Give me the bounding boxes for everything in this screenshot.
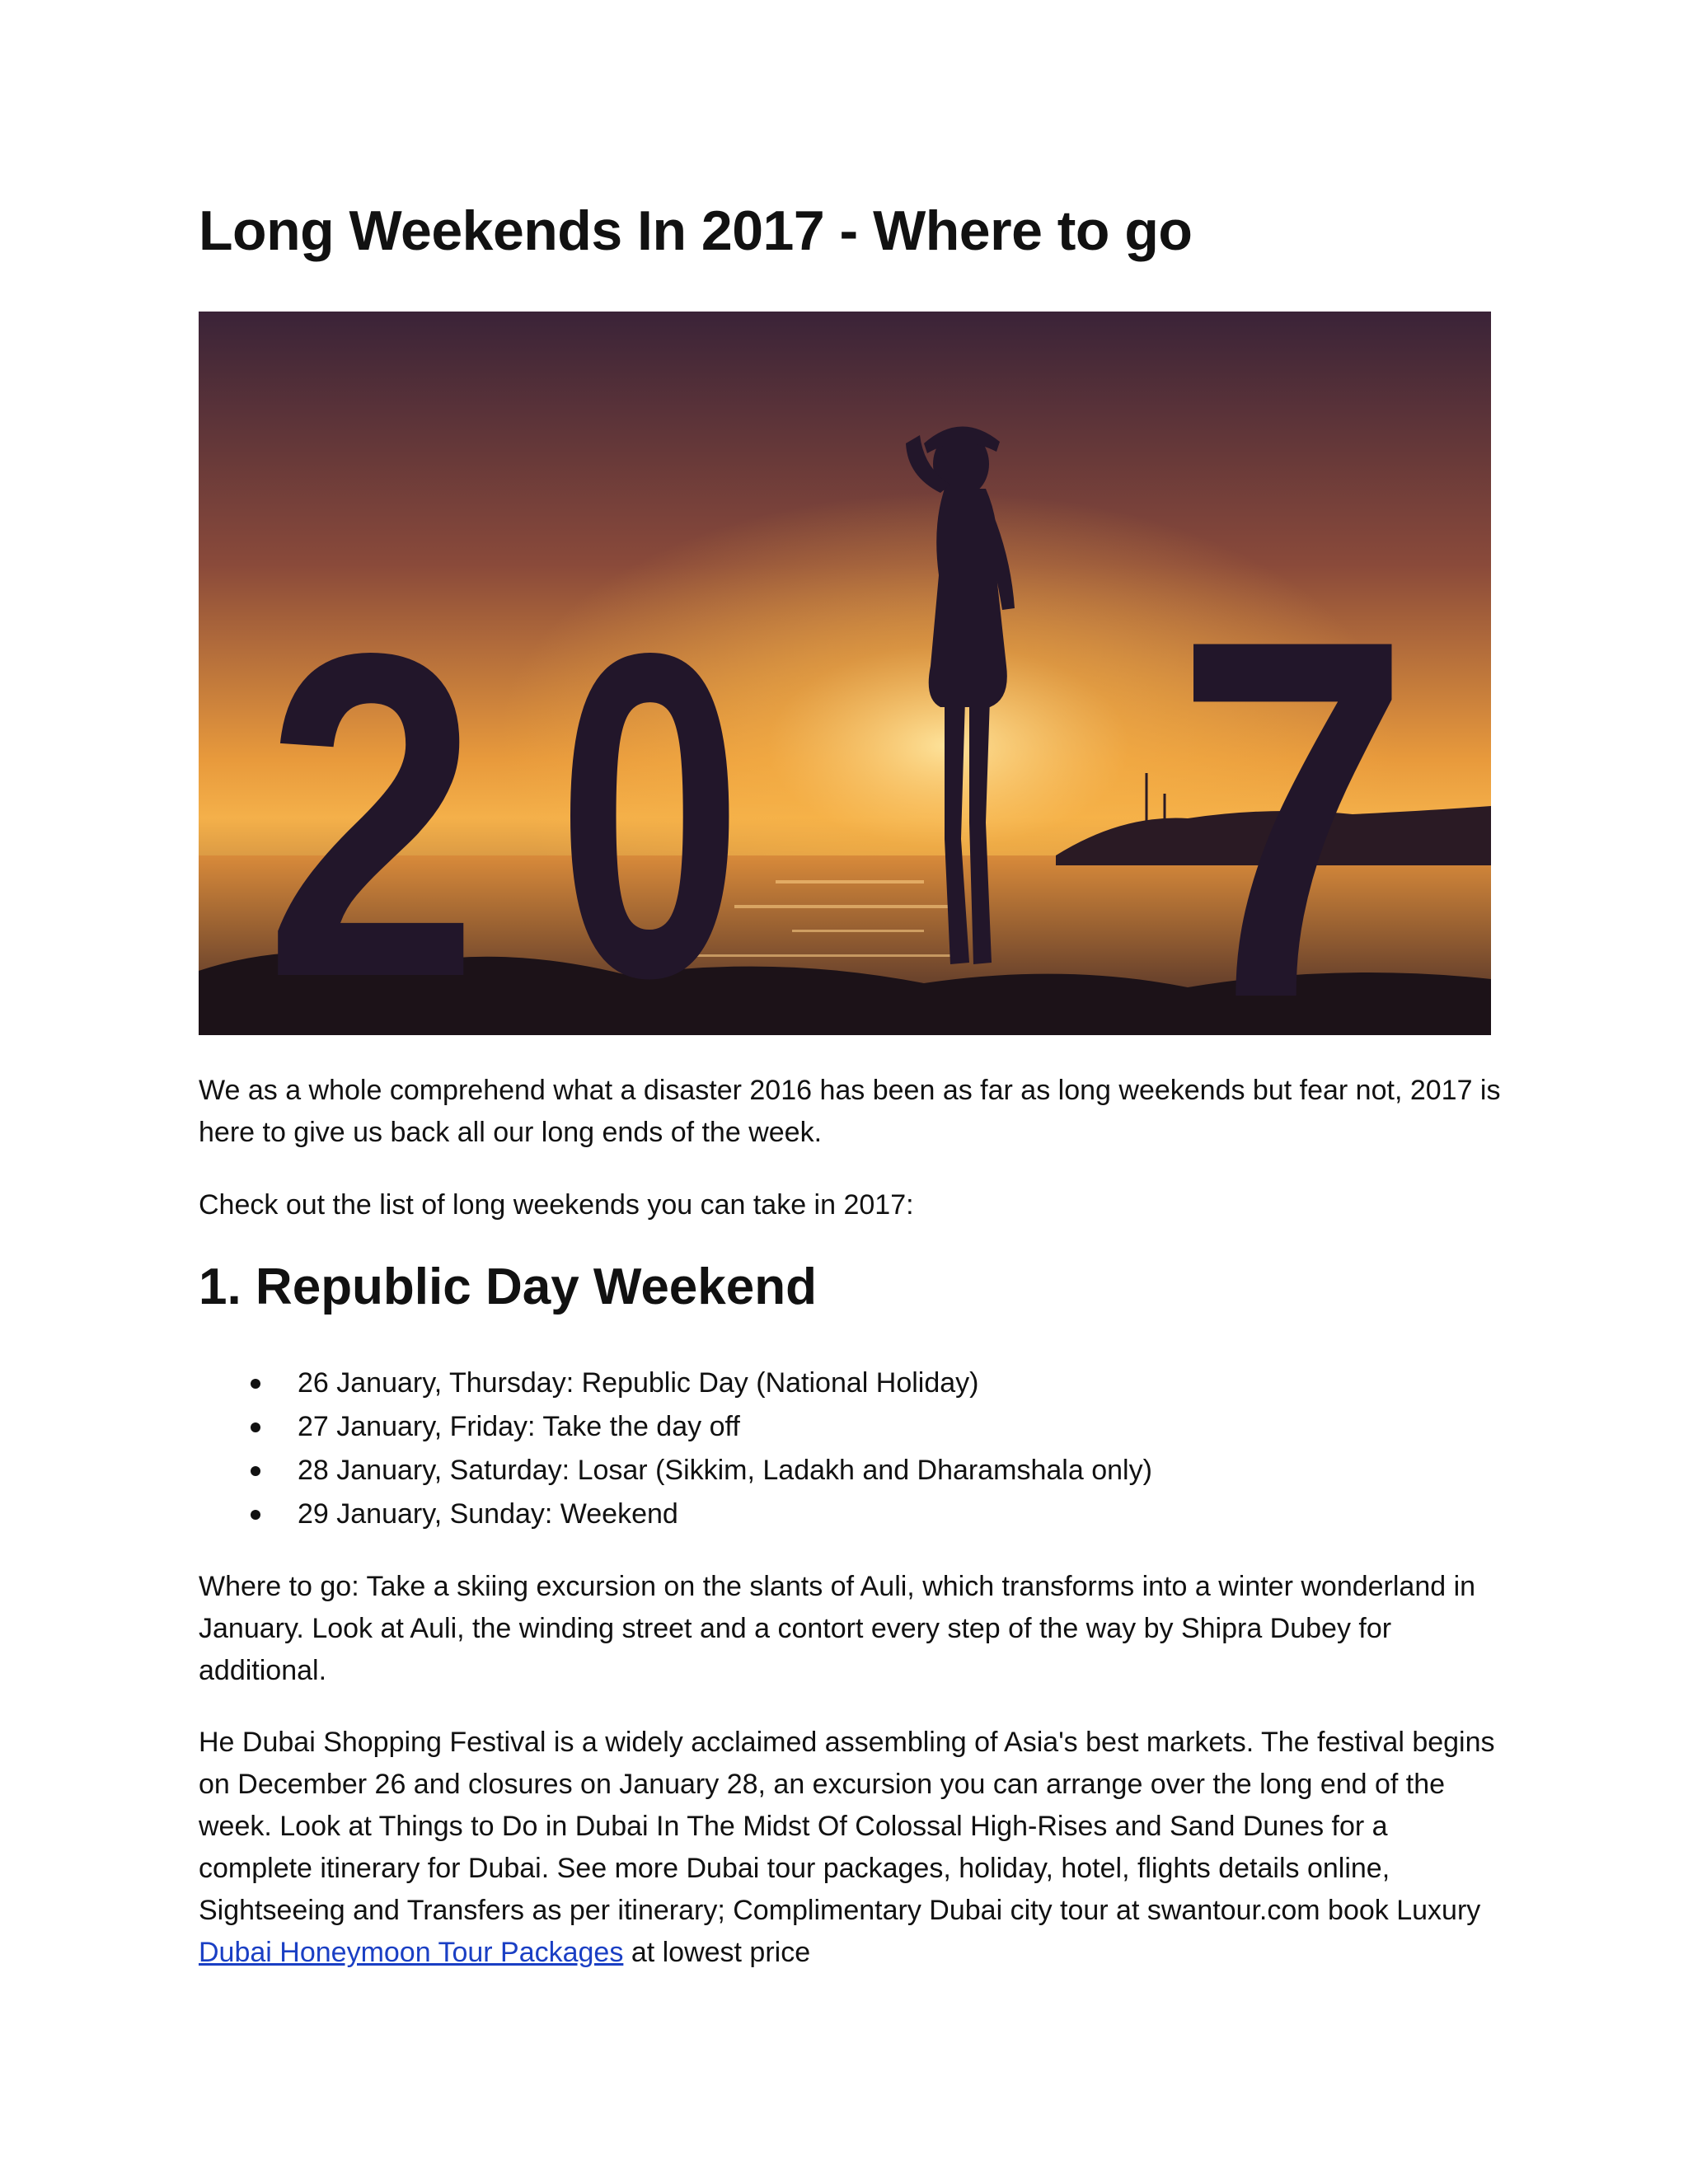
hero-image-2017 (199, 312, 1491, 1035)
where-to-go-paragraph: Where to go: Take a skiing excursion on the slants of Auli, which transforms into a winter wonderland in January. Look at Auli, the winding street and a contort every step of the way by Shipra Dubey for additional. (199, 1571, 1476, 1686)
hero-digit-7: 7 (1175, 534, 1410, 1035)
dubai-text: He Dubai Shopping Festival is a widely acclaimed assembling of Asia's best markets. The festival begins on December 26 and closures on January 28, an excursion you can arrange over the long end of the week. Look at Things to Do in Dubai In The Midst Of Colossal High-Rises and Sand Dunes for a complete itinerary for Dubai. See more Dubai tour packages, holiday, hotel, flights details online, Sightseeing and Transfers as per itinerary; Complimentary Dubai city tour at swantour.com book Luxury (199, 1727, 1495, 1926)
list-item: 27 January, Friday: Take the day off (199, 1405, 1152, 1449)
hero-digit-0: 0 (557, 557, 743, 1035)
page-title: Long Weekends In 2017 - Where to go (199, 199, 1193, 262)
title-block (199, 198, 1493, 265)
republic-day-list (199, 1361, 1152, 1536)
intro-paragraph: We as a whole comprehend what a disaster 2016 has been as far as long weekends but fear not, 2017 is here to give us back all our long ends of the week. (199, 1075, 1501, 1148)
list-item: 26 January, Thursday: Republic Day (National Holiday) (199, 1361, 1152, 1405)
hero-digit-2: 2 (265, 557, 479, 1035)
dubai-paragraph (199, 1722, 1501, 1974)
after-link-text: at lowest price (631, 1937, 811, 1968)
list-item: 28 January, Saturday: Losar (Sikkim, Ladakh and Dharamshala only) (199, 1449, 1152, 1493)
dubai-honeymoon-link[interactable]: Dubai Honeymoon Tour Packages (199, 1937, 624, 1968)
section-heading-republic-day: 1. Republic Day Weekend (199, 1258, 817, 1315)
list-intro: Check out the list of long weekends you can take in 2017: (199, 1189, 914, 1221)
hero-illustration (199, 312, 1491, 1035)
list-item: 29 January, Sunday: Weekend (199, 1493, 1152, 1536)
